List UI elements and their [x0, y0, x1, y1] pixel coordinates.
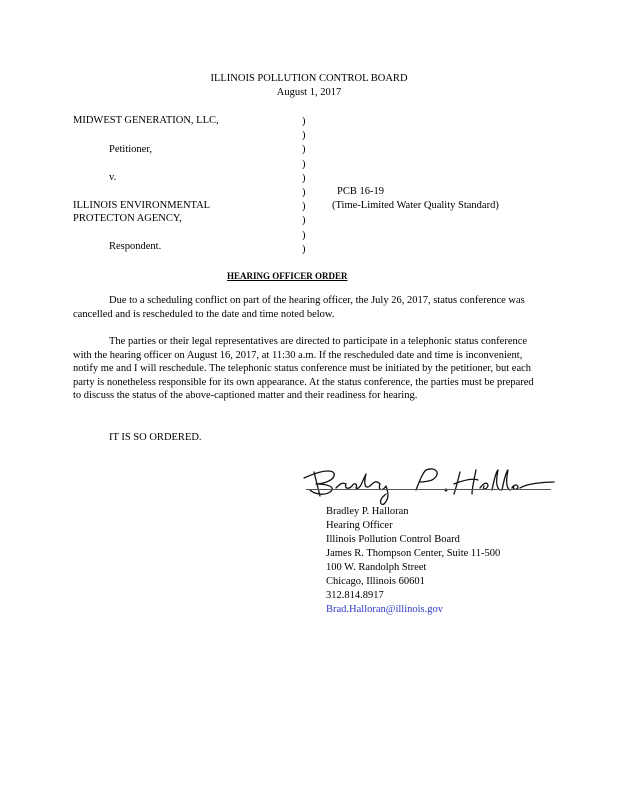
paren: )	[302, 130, 306, 142]
paragraph-1	[73, 294, 543, 321]
board-name: ILLINOIS POLLUTION CONTROL BOARD	[210, 73, 408, 84]
signer-phone: 312.814.8917	[326, 590, 384, 601]
petitioner-role: Petitioner,	[109, 144, 153, 155]
respondent-line-2: PROTECTON AGENCY,	[73, 213, 182, 224]
signer-address-2: 100 W. Randolph Street	[326, 562, 427, 573]
paren: )	[302, 116, 306, 127]
paren: )	[302, 144, 306, 156]
paren: )	[302, 215, 306, 227]
paragraph-3	[73, 431, 543, 445]
order-date: August 1, 2017	[276, 87, 342, 98]
signer-name: Bradley P. Halloran	[326, 506, 409, 517]
respondent-line-1: ILLINOIS ENVIRONMENTAL	[73, 200, 211, 211]
signer-title: Hearing Officer	[326, 520, 393, 531]
paren: )	[302, 158, 306, 170]
versus: v.	[109, 172, 117, 183]
paren: )	[302, 229, 306, 241]
paren: )	[302, 201, 306, 213]
order-title: HEARING OFFICER ORDER	[227, 271, 348, 281]
signer-city: Chicago, Illinois 60601	[326, 576, 425, 587]
petitioner-name: MIDWEST GENERATION, LLC,	[73, 115, 219, 126]
paragraph-2-text: The parties or their legal representatives are directed to participate in a telephonic status conference with the hearing officer on August 16, 2017, at 11:30 a.m. If the rescheduled date and time is inconvenient, notify me and I will reschedule. The telephonic status conference must be initiated by the petitioner, but each party is nonetheless responsible for its own appearance. At the status conference, the parties must be prepared to discuss the status of the above-captioned matter and their readiness for hearing.	[73, 336, 534, 402]
paren: )	[302, 243, 306, 255]
paragraph-3-text: IT IS SO ORDERED.	[109, 432, 202, 443]
case-type: (Time-Limited Water Quality Standard)	[332, 200, 499, 211]
respondent-role: Respondent.	[109, 241, 162, 252]
signer-org: Illinois Pollution Control Board	[326, 534, 460, 545]
signature-line	[306, 489, 551, 490]
caption-parentheses	[302, 115, 306, 257]
signer-address-1: James R. Thompson Center, Suite 11-500	[326, 548, 501, 559]
case-number: PCB 16-19	[337, 186, 384, 197]
paren: )	[302, 172, 306, 184]
signer-email-link[interactable]: Brad.Halloran@illinois.gov	[326, 604, 443, 615]
paragraph-1-text: Due to a scheduling conflict on part of the hearing officer, the July 26, 2017, status conference was cancelled and is rescheduled to the date and time noted below.	[73, 295, 525, 320]
paren: )	[302, 186, 306, 198]
handwritten-signature	[296, 460, 556, 508]
paragraph-2	[73, 335, 543, 403]
